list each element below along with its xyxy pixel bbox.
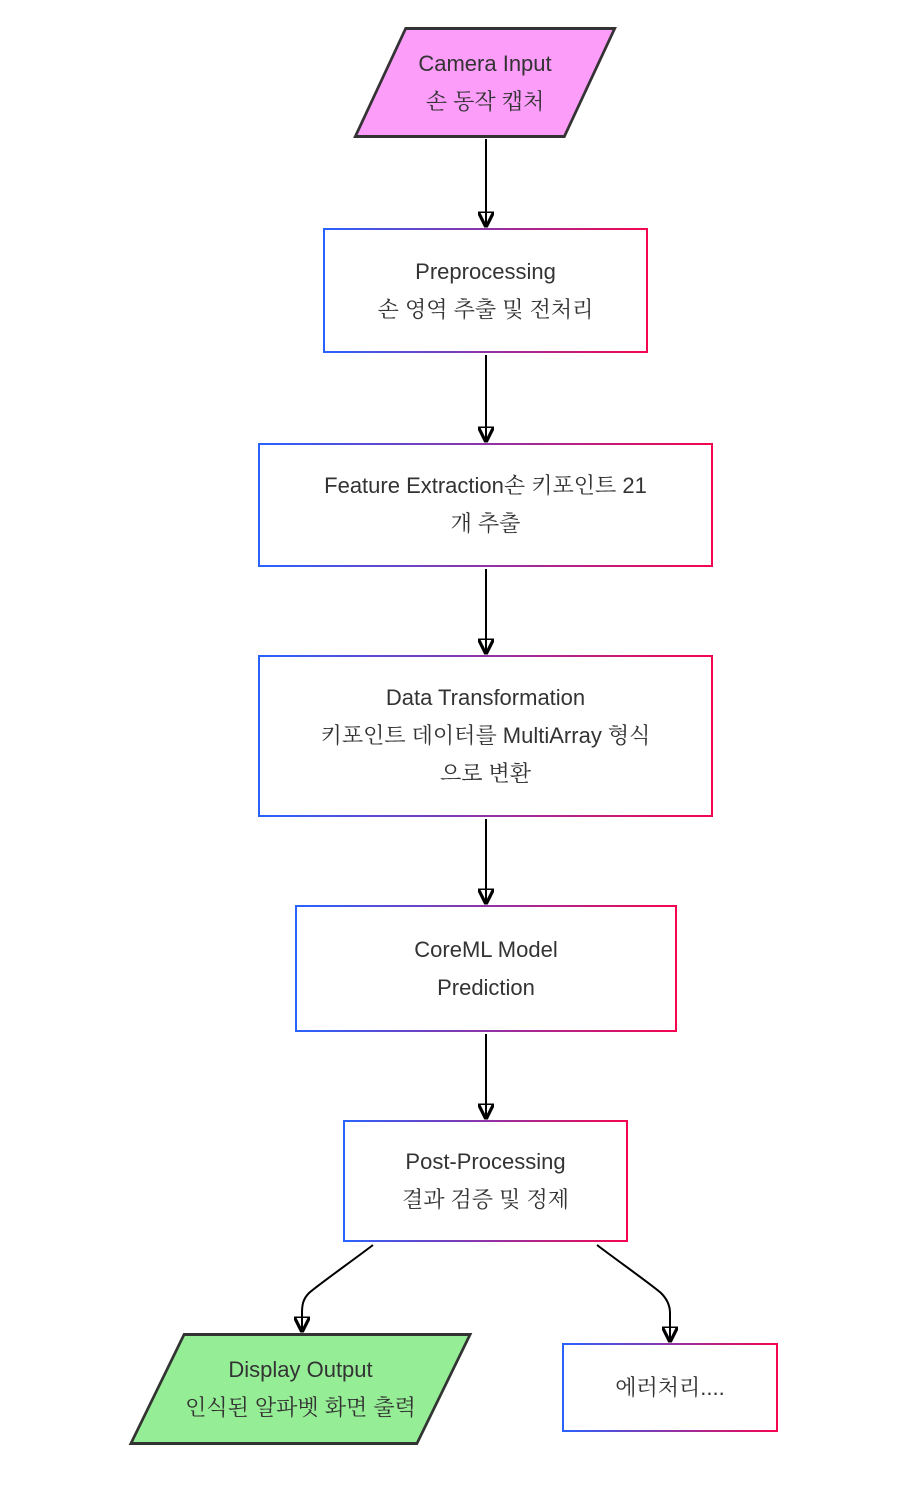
node-sublabel: 개 추출: [450, 511, 521, 536]
node-label: Camera Input: [418, 50, 552, 76]
node-sublabel: Prediction: [437, 974, 535, 1000]
node-label: 에러처리....: [615, 1374, 725, 1400]
node-label: CoreML Model: [414, 936, 558, 962]
node-post-processing: [343, 1120, 628, 1242]
node-label: Data Transformation: [385, 685, 586, 710]
edge-postprocessing-to-error: [597, 1245, 670, 1340]
node-label: Feature Extraction손 키포인트 21: [324, 473, 647, 498]
node-sublabel-2: 으로 변환: [439, 761, 532, 786]
node-label: Preprocessing: [415, 258, 556, 284]
node-camera-input: [353, 27, 617, 138]
node-error-handling: [562, 1343, 778, 1432]
node-sublabel: 인식된 알파벳 화면 출력: [185, 1395, 416, 1420]
node-sublabel: 손 동작 캡처: [425, 88, 545, 114]
node-label: Post-Processing: [405, 1149, 566, 1174]
node-preprocessing: [323, 228, 648, 353]
node-sublabel: 키포인트 데이터를 MultiArray 형식: [320, 723, 651, 748]
edge-postprocessing-to-display: [302, 1245, 373, 1330]
node-feature-extraction: [258, 443, 713, 567]
node-label: Display Output: [228, 1357, 373, 1382]
node-sublabel: 결과 검증 및 정제: [401, 1187, 570, 1212]
node-data-transformation: [258, 655, 713, 817]
node-coreml-prediction: [295, 905, 677, 1032]
node-display-output: [128, 1333, 473, 1445]
node-sublabel: 손 영역 추출 및 전처리: [377, 296, 594, 322]
